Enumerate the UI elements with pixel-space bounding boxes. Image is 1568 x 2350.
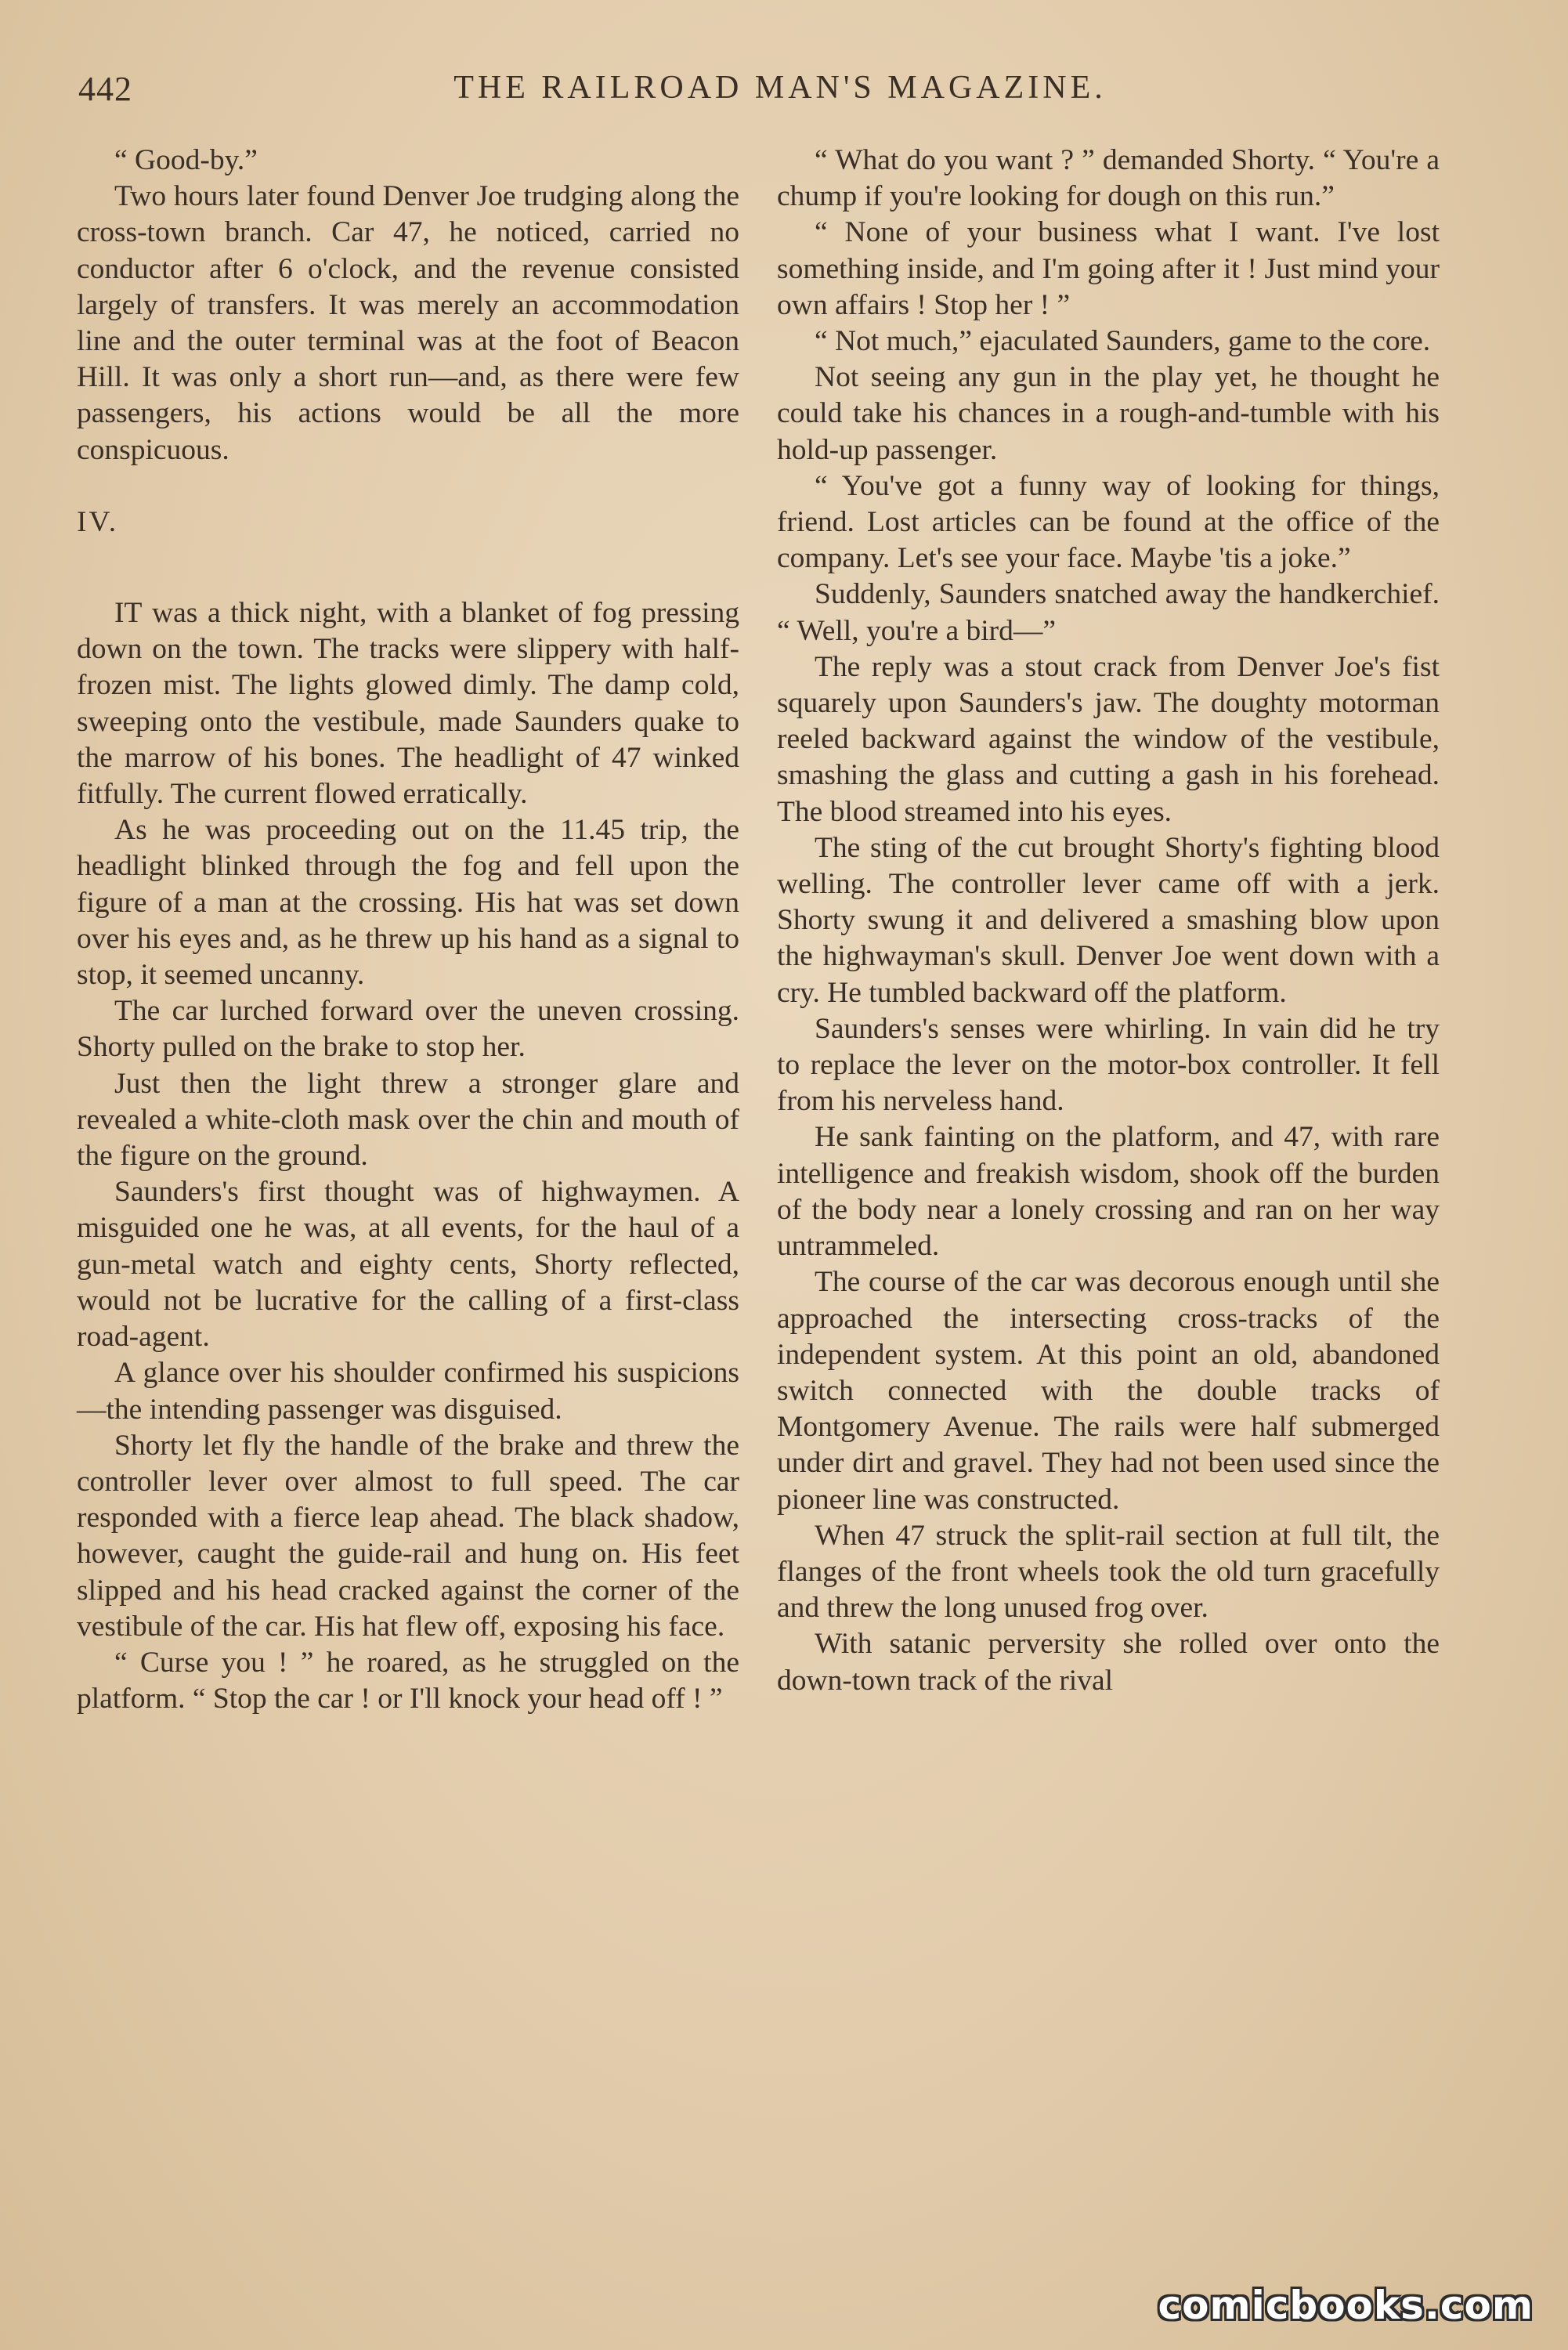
paragraph: Not seeing any gun in the play yet, he thought he could take his chances in a rough-and-tumble with his hold-up passenger. xyxy=(777,361,1440,466)
paragraph: He sank fainting on the platform, and 47, with rare intelligence and freakish wisdom, shook off the burden of the body near a lonely crossing and ran on her way untrammeled. xyxy=(777,1121,1440,1263)
left-column xyxy=(77,143,739,1717)
paragraph: As he was proceeding out on the 11.45 trip, the headlight blinked through the fog and fell upon the figure of a man at the crossing. His hat was set down over his eyes and, as he threw up his hand as a signal to stop, it seemed uncanny. xyxy=(77,814,739,992)
paragraph: The course of the car was decorous enough until she approached the intersecting cross-tracks of the independent system. At this point an old, abandoned switch connected with the double tracks of Montgomery Avenue. The rails were half submerged under dirt and gravel. They had not been used since the pioneer line was constructed. xyxy=(777,1266,1440,1516)
paragraph: “ Curse you ! ” he roared, as he struggled on the platform. “ Stop the car ! or I'll knock your head off ! ” xyxy=(77,1646,739,1716)
paragraph: A glance over his shoulder confirmed his suspicions—the intending passenger was disguised. xyxy=(77,1357,739,1426)
paragraph: “ What do you want ? ” demanded Shorty. “ You're a chump if you're looking for dough on this run.” xyxy=(777,144,1440,213)
paragraph xyxy=(77,595,739,812)
paragraph: “ You've got a funny way of looking for things, friend. Lost articles can be found at the office of the company. Let's see your face. Maybe 'tis a joke.” xyxy=(777,469,1440,575)
paragraph: The sting of the cut brought Shorty's fighting blood welling. The controller lever came off with a jerk. Shorty swung it and delivered a smashing blow upon the highwayman's skull. Denver Joe went down with a cry. He tumbled backward off the platform. xyxy=(777,831,1440,1009)
paragraph: Just then the light threw a stronger glare and revealed a white-cloth mask over the chin and mouth of the figure on the ground. xyxy=(77,1067,739,1173)
paragraph: Suddenly, Saunders snatched away the handkerchief. “ Well, you're a bird—” xyxy=(777,578,1440,647)
paragraph: Saunders's first thought was of highwaymen. A misguided one he was, at all events, for the haul of a gun-metal watch and eighty cents, Shorty reflected, would not be lucrative for the calling of a first-class road-agent. xyxy=(77,1176,739,1354)
running-title: THE RAILROAD MAN'S MAGAZINE. xyxy=(453,70,1107,106)
paragraph-text: was a thick night, with a blanket of fog pressing down on the town. The tracks were slippery with half-frozen mist. The lights glowed dimly. The damp cold, sweeping onto the vestibule, made Saunders quake to the marrow of his bones. The headlight of 47 winked fitfully. The current flowed erratically. xyxy=(77,597,739,811)
paragraph: Saunders's senses were whirling. In vain did he try to replace the lever on the motor-box controller. It fell from his nerveless hand. xyxy=(777,1012,1440,1118)
drop-word: IT xyxy=(114,597,143,630)
right-column xyxy=(777,143,1440,1699)
section-heading: IV. xyxy=(77,505,119,538)
paragraph: Two hours later found Denver Joe trudging along the cross-town branch. Car 47, he noticed, carried no conductor after 6 o'clock, and the revenue consisted largely of transfers. It was merely an accommodation line and the outer terminal was at the foot of Beacon Hill. It was only a short run—and, as there were few passengers, his actions would be all the more conspicuous. xyxy=(77,180,739,466)
page-number: 442 xyxy=(78,70,132,108)
paragraph: The reply was a stout crack from Denver Joe's fist squarely upon Saunders's jaw. The doughty motorman reeled backward against the window of the vestibule, smashing the glass and cutting a gash in his forehead. The blood streamed into his eyes. xyxy=(777,650,1440,828)
page-header xyxy=(78,69,1482,116)
watermark-logo: comicbooks.com xyxy=(1158,2283,1534,2328)
paragraph: When 47 struck the split-rail section at full tilt, the flanges of the front wheels took the old turn gracefully and threw the long unused frog over. xyxy=(777,1519,1440,1625)
paragraph: “ None of your business what I want. I've lost something inside, and I'm going after it ! Just mind your own affairs ! Stop her ! ” xyxy=(777,216,1440,321)
paragraph: The car lurched forward over the uneven crossing. Shorty pulled on the brake to stop her. xyxy=(77,995,739,1064)
paragraph: “ Not much,” ejaculated Saunders, game to the core. xyxy=(815,325,1431,358)
paragraph: With satanic perversity she rolled over onto the down-town track of the rival xyxy=(777,1628,1440,1697)
paragraph: Shorty let fly the handle of the brake and threw the controller lever over almost to full speed. The car responded with a fierce leap ahead. The black shadow, however, caught the guide-rail and hung on. His feet slipped and his head cracked against the corner of the vestibule of the car. His hat flew off, exposing his face. xyxy=(77,1429,739,1643)
paragraph: “ Good-by.” xyxy=(114,144,258,176)
